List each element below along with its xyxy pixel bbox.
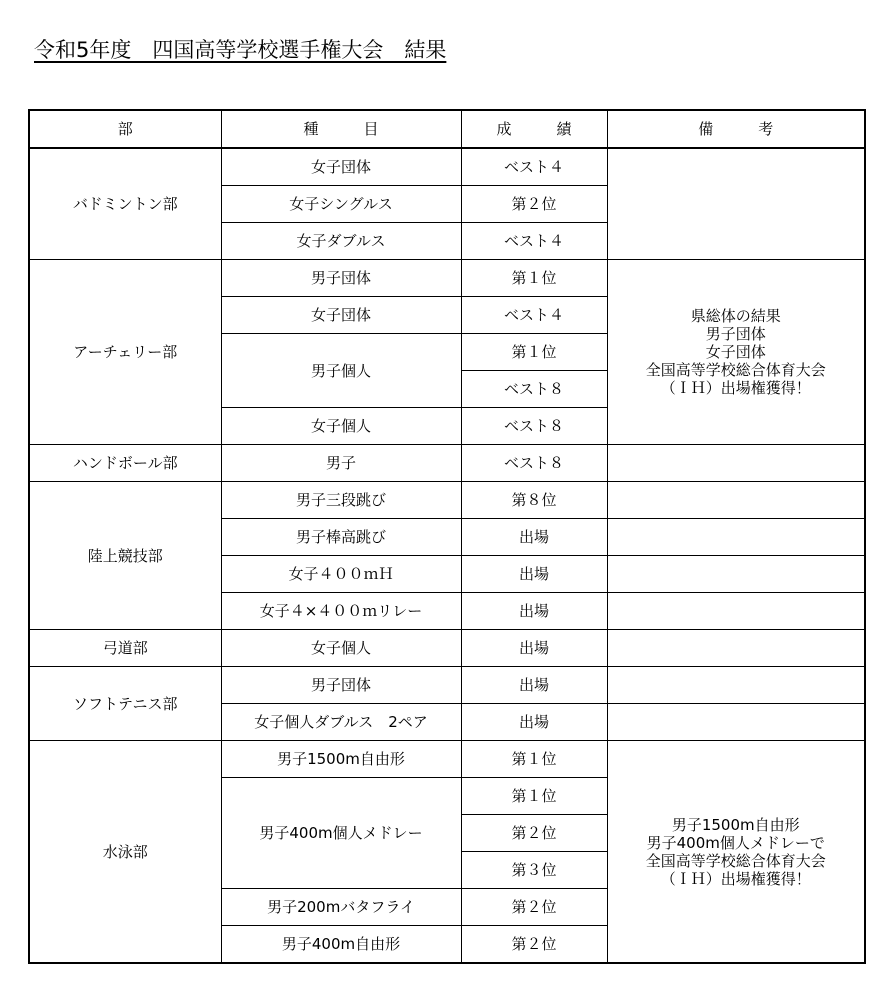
table-row [29, 630, 865, 667]
result-cell: ベスト８ [461, 371, 607, 408]
remarks-cell: 男子1500m自由形 男子400m個人メドレーで 全国高等学校総合体育大会 （ＩＨ）出場権獲得！ [607, 741, 865, 964]
club-name: ハンドボール部 [29, 445, 221, 482]
table-row [29, 260, 865, 297]
event-cell: 男子団体 [221, 260, 461, 297]
result-cell: 出場 [461, 593, 607, 630]
remarks-cell [607, 445, 865, 482]
remarks-cell [607, 519, 865, 556]
result-cell: 出場 [461, 519, 607, 556]
remarks-cell: 県総体の結果 男子団体 女子団体 全国高等学校総合体育大会 （ＩＨ）出場権獲得！ [607, 260, 865, 445]
table-header-row [29, 110, 865, 148]
club-name: バドミントン部 [29, 148, 221, 260]
table-row [29, 445, 865, 482]
event-cell: 男子400m自由形 [221, 926, 461, 964]
result-cell: 第２位 [461, 186, 607, 223]
event-cell: 女子シングルス [221, 186, 461, 223]
header-remarks: 備 考 [607, 110, 865, 148]
result-cell: 第２位 [461, 926, 607, 964]
result-cell: 第１位 [461, 334, 607, 371]
event-cell: 男子200mバタフライ [221, 889, 461, 926]
result-cell: 出場 [461, 667, 607, 704]
event-cell: 女子４００ｍＨ [221, 556, 461, 593]
remarks-cell [607, 630, 865, 667]
result-cell: ベスト４ [461, 297, 607, 334]
results-table [28, 109, 866, 964]
page-title: 令和5年度 四国高等学校選手権大会 結果 [34, 38, 447, 62]
result-cell: 第８位 [461, 482, 607, 519]
remarks-cell [607, 148, 865, 260]
result-cell: ベスト４ [461, 148, 607, 186]
event-cell: 女子個人 [221, 408, 461, 445]
result-cell: ベスト４ [461, 223, 607, 260]
header-event: 種 目 [221, 110, 461, 148]
result-cell: 出場 [461, 556, 607, 593]
remarks-cell [607, 482, 865, 519]
event-cell: 女子個人ダブルス 2ペア [221, 704, 461, 741]
remarks-cell [607, 667, 865, 704]
table-row [29, 667, 865, 704]
event-cell: 女子４×４００ｍリレー [221, 593, 461, 630]
remarks-cell [607, 704, 865, 741]
result-cell: 第２位 [461, 815, 607, 852]
event-cell: 男子棒高跳び [221, 519, 461, 556]
event-cell: 女子団体 [221, 297, 461, 334]
table-row [29, 741, 865, 778]
header-club: 部 [29, 110, 221, 148]
result-cell: 第１位 [461, 260, 607, 297]
result-cell: 出場 [461, 704, 607, 741]
header-result: 成 績 [461, 110, 607, 148]
club-name: 水泳部 [29, 741, 221, 964]
event-cell: 男子団体 [221, 667, 461, 704]
result-cell: 第３位 [461, 852, 607, 889]
table-row [29, 148, 865, 186]
event-cell: 女子団体 [221, 148, 461, 186]
club-name: 弓道部 [29, 630, 221, 667]
event-cell: 女子個人 [221, 630, 461, 667]
event-cell: 女子ダブルス [221, 223, 461, 260]
event-cell: 男子三段跳び [221, 482, 461, 519]
event-cell: 男子個人 [221, 334, 461, 408]
remarks-cell [607, 556, 865, 593]
result-cell: 第１位 [461, 778, 607, 815]
event-cell: 男子 [221, 445, 461, 482]
result-cell: 出場 [461, 630, 607, 667]
table-row [29, 482, 865, 519]
result-cell: ベスト８ [461, 445, 607, 482]
result-cell: ベスト８ [461, 408, 607, 445]
result-cell: 第１位 [461, 741, 607, 778]
club-name: アーチェリー部 [29, 260, 221, 445]
remarks-cell [607, 593, 865, 630]
result-cell: 第２位 [461, 889, 607, 926]
event-cell: 男子400m個人メドレー [221, 778, 461, 889]
club-name: ソフトテニス部 [29, 667, 221, 741]
club-name: 陸上競技部 [29, 482, 221, 630]
event-cell: 男子1500m自由形 [221, 741, 461, 778]
